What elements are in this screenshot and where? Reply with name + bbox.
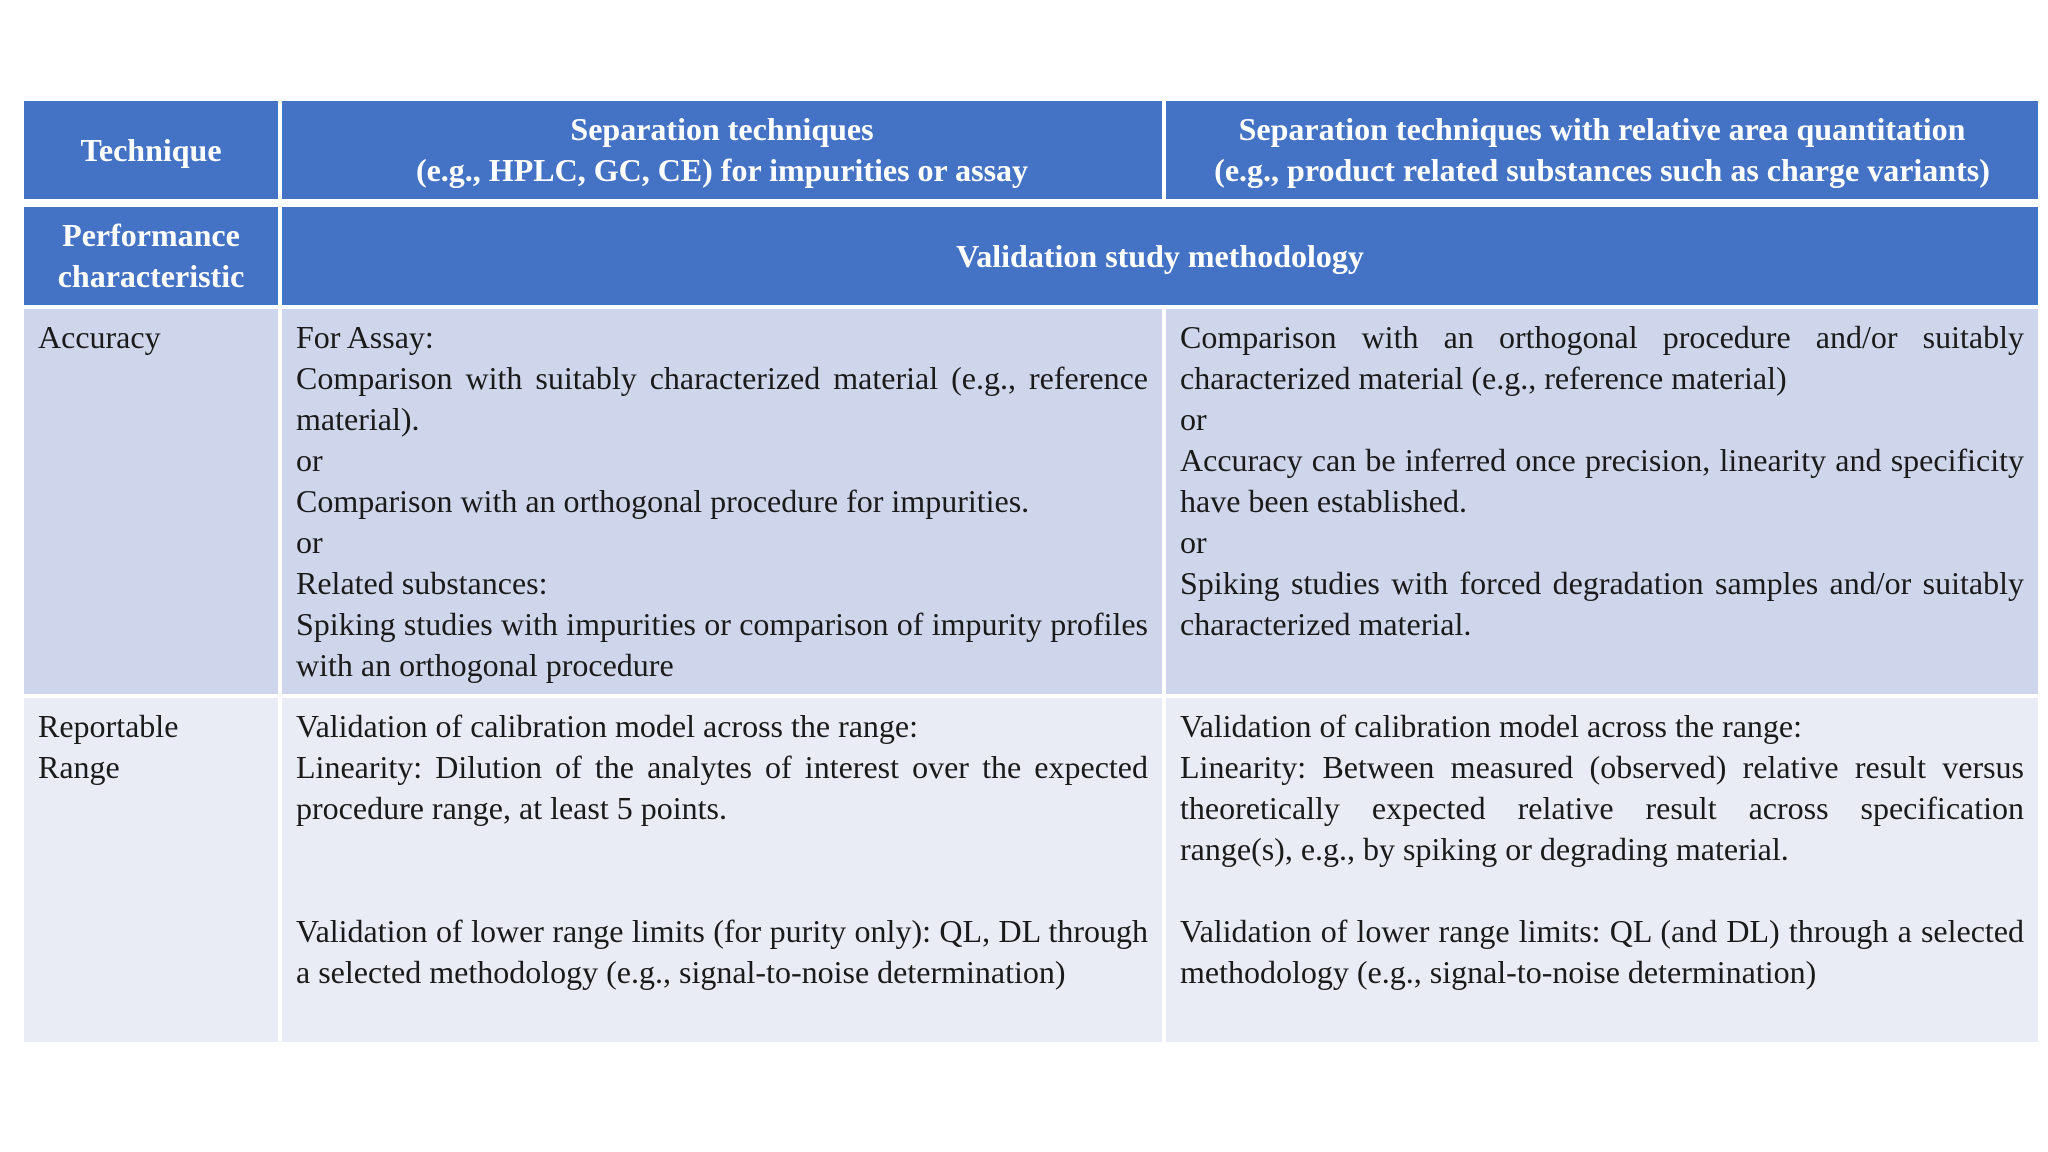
table-row-reportable-range	[24, 698, 2038, 1042]
header-row-technique	[24, 101, 2038, 199]
validation-table	[20, 97, 2042, 1046]
row-label-reportable-range	[24, 698, 278, 1042]
accuracy-col1	[282, 309, 1162, 694]
header-col1-line2: (e.g., HPLC, GC, CE) for impurities or assay	[415, 152, 1029, 188]
header-technique: Technique	[24, 101, 278, 199]
header-performance-characteristic	[24, 207, 278, 305]
accuracy-col2-line: Spiking studies with forced degradation samples and/or suitably characterized material.	[1180, 565, 2024, 642]
accuracy-col1-line: or	[296, 524, 323, 560]
range-col1	[282, 698, 1162, 1042]
header-methodology: Validation study methodology	[282, 207, 2038, 305]
header-col2	[1166, 101, 2038, 199]
accuracy-col2-line: or	[1180, 524, 1207, 560]
range-col1-spacer	[296, 870, 1148, 911]
header-row-performance	[24, 207, 2038, 305]
range-label-line1: Reportable	[38, 708, 179, 744]
range-col2-line: Validation of calibration model across the range:	[1180, 708, 1803, 744]
header-performance-line2: characteristic	[57, 258, 245, 294]
accuracy-col1-line: Spiking studies with impurities or comparison of impurity profiles with an orthogonal procedure	[296, 606, 1148, 683]
accuracy-col2-line: or	[1180, 401, 1207, 437]
range-col2-line: Validation of lower range limits: QL (and DL) through a selected methodology (e.g., signal-to-noise determination)	[1180, 913, 2024, 990]
header-col1-line1: Separation techniques	[570, 111, 874, 147]
header-col2-line2: (e.g., product related substances such as charge variants)	[1214, 152, 1990, 188]
accuracy-col2-line: Comparison with an orthogonal procedure and/or suitably characterized material (e.g., reference material)	[1180, 319, 2024, 396]
range-col2-line: Linearity: Between measured (observed) relative result versus theoretically expected relative result across specification range(s), e.g., by spiking or degrading material.	[1180, 749, 2024, 867]
accuracy-col1-line: or	[296, 442, 323, 478]
range-label-line2: Range	[38, 749, 120, 785]
accuracy-col1-line: Related substances:	[296, 565, 548, 601]
range-col1-line: Validation of calibration model across the range:	[296, 708, 919, 744]
accuracy-col2	[1166, 309, 2038, 694]
range-col1-line: Linearity: Dilution of the analytes of interest over the expected procedure range, at least 5 points.	[296, 749, 1148, 826]
accuracy-col1-line: Comparison with an orthogonal procedure for impurities.	[296, 483, 1030, 519]
header-performance-line1: Performance	[62, 217, 240, 253]
range-col1-spacer	[296, 829, 1148, 870]
header-col1	[282, 101, 1162, 199]
table-row-accuracy	[24, 309, 2038, 694]
accuracy-col1-line: For Assay:	[296, 319, 434, 355]
row-label-accuracy: Accuracy	[24, 309, 278, 694]
accuracy-col2-line: Accuracy can be inferred once precision, linearity and specificity have been established.	[1180, 442, 2024, 519]
header-col2-line1: Separation techniques with relative area quantitation	[1238, 111, 1966, 147]
range-col2-spacer	[1180, 870, 2024, 911]
range-col1-line: Validation of lower range limits (for purity only): QL, DL through a selected methodology (e.g., signal-to-noise determination)	[296, 913, 1148, 990]
accuracy-col1-line: Comparison with suitably characterized material (e.g., reference material).	[296, 360, 1148, 437]
range-col2	[1166, 698, 2038, 1042]
